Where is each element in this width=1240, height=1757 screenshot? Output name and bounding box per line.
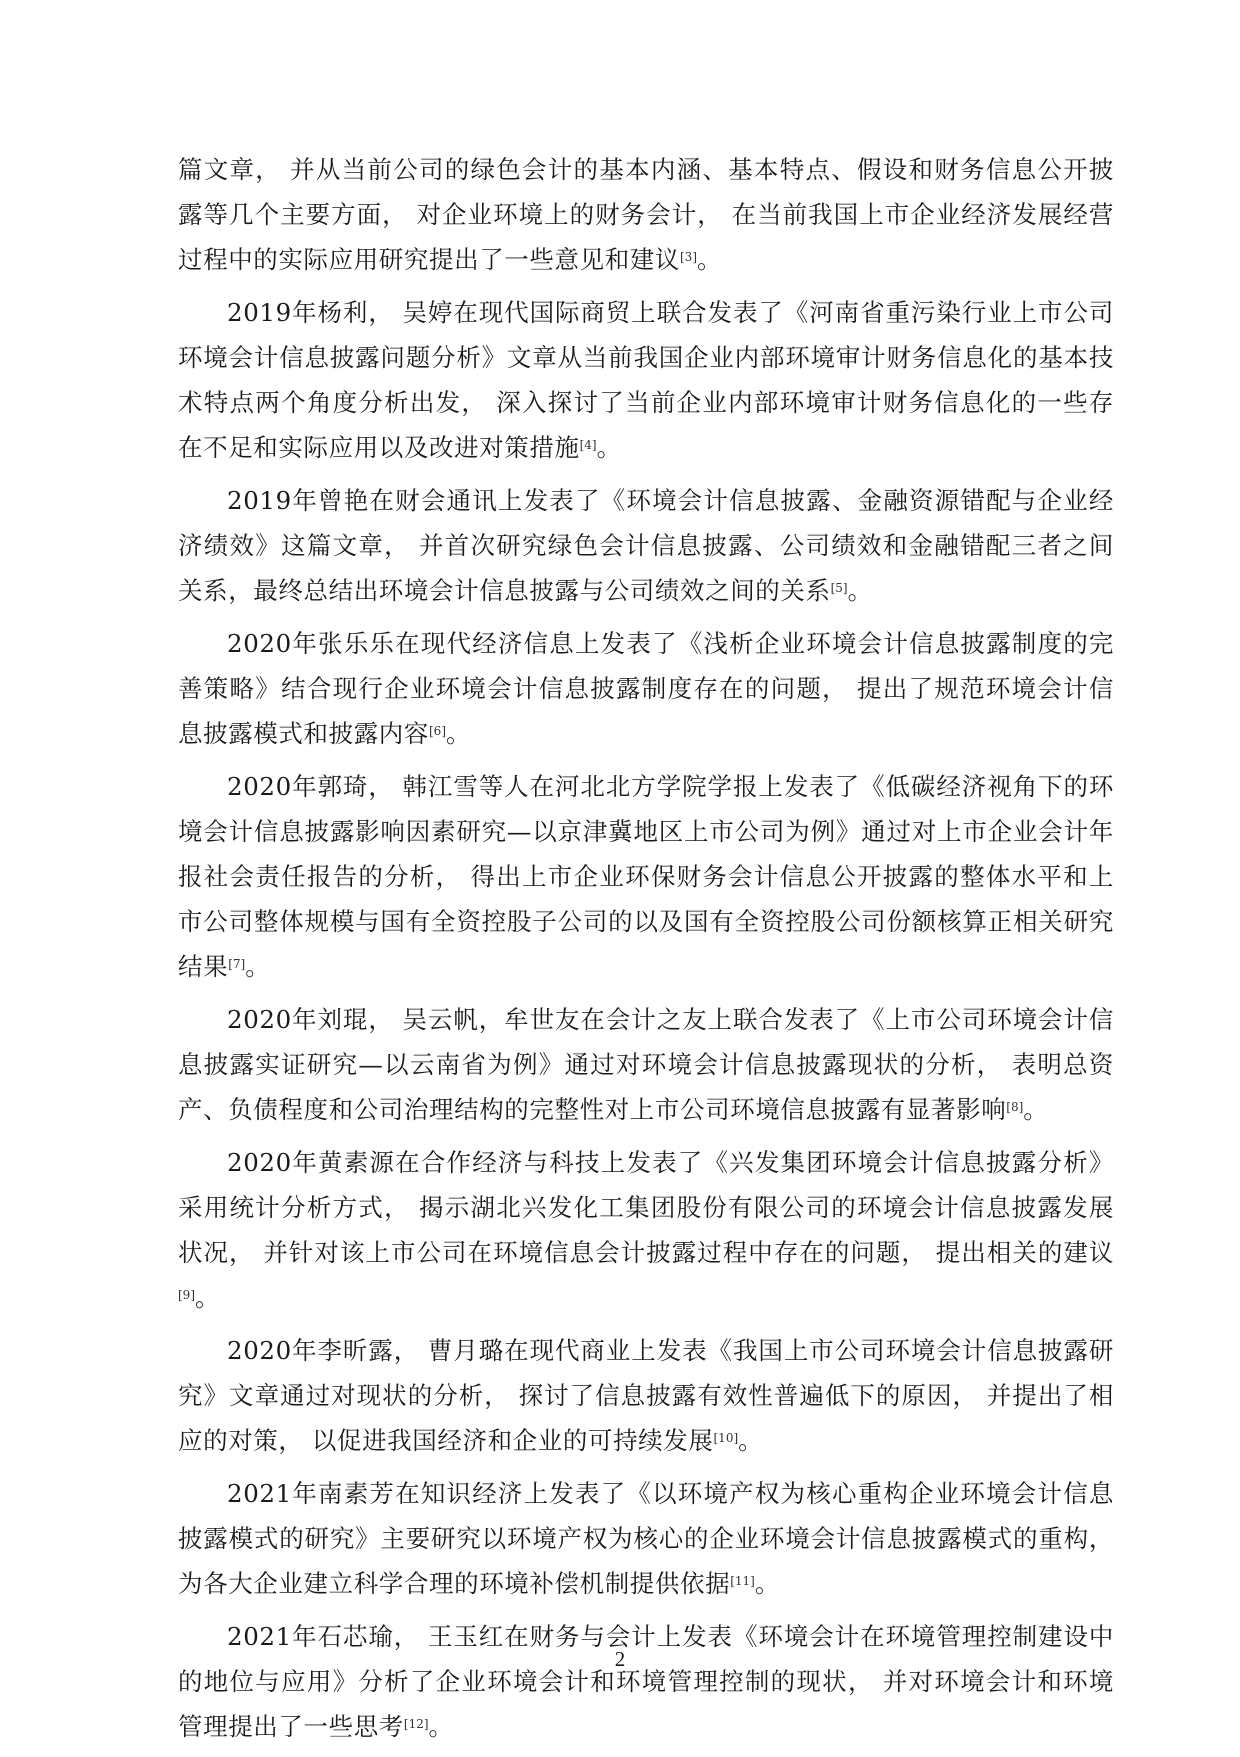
paragraph-text: 2019年杨利， 吴婷在现代国际商贸上联合发表了《河南省重污染行业上市公司环境会计信息披露问题分析》文章从当前我国企业内部环境审计财务信息化的基本技术特点两个角度分析出发， 深入探讨了当前企业内部环境审计财务信息化的一些存在不足和实际应用以及改进对策措施 bbox=[178, 298, 1114, 462]
citation-mark: [9] bbox=[178, 1288, 195, 1302]
page-number: 2 bbox=[614, 1647, 626, 1671]
citation-mark: [8] bbox=[1006, 1100, 1024, 1114]
paragraph-text: 2020年张乐乐在现代经济信息上发表了《浅析企业环境会计信息披露制度的完善策略》结合现行企业环境会计信息披露制度存在的问题， 提出了规范环境会计信息披露模式和披露内容 bbox=[178, 629, 1114, 748]
paragraph bbox=[178, 1328, 1114, 1463]
paragraph bbox=[178, 1140, 1114, 1320]
paragraph bbox=[178, 478, 1114, 613]
paragraph-continuation bbox=[178, 147, 1114, 282]
paragraph-end: 。 bbox=[754, 1569, 780, 1598]
paragraph-end: 。 bbox=[428, 1712, 454, 1741]
citation-mark: [6] bbox=[429, 724, 446, 738]
paragraph bbox=[178, 1471, 1114, 1606]
citation-mark: [10] bbox=[713, 1431, 739, 1445]
paragraph bbox=[178, 1614, 1114, 1749]
citation-mark: [4] bbox=[579, 438, 597, 452]
paragraph-text: 2020年刘琨， 吴云帆，牟世友在会计之友上联合发表了《上市公司环境会计信息披露实证研究—以云南省为例》通过对环境会计信息披露现状的分析， 表明总资产、负债程度和公司治理结构的完整性对上市公司环境信息披露有显著影响 bbox=[178, 1005, 1114, 1124]
paragraph bbox=[178, 290, 1114, 470]
citation-mark: [11] bbox=[730, 1574, 755, 1588]
paragraph-text: 2020年李昕露， 曹月璐在现代商业上发表《我国上市公司环境会计信息披露研究》文章通过对现状的分析， 探讨了信息披露有效性普遍低下的原因， 并提出了相应的对策， 以促进我国经济和企业的可持续发展 bbox=[178, 1336, 1114, 1455]
paragraph-end: 。 bbox=[596, 433, 622, 462]
paragraph-text: 篇文章， 并从当前公司的绿色会计的基本内涵、基本特点、假设和财务信息公开披露等几个主要方面， 对企业环境上的财务会计， 在当前我国上市企业经济发展经营过程中的实际应用研究提出了一些意见和建议 bbox=[178, 155, 1114, 274]
citation-mark: [3] bbox=[680, 250, 697, 264]
paragraph bbox=[178, 621, 1114, 756]
paragraph-end: 。 bbox=[738, 1426, 764, 1455]
paragraph-text: 2020年黄素源在合作经济与科技上发表了《兴发集团环境会计信息披露分析》采用统计分析方式， 揭示湖北兴发化工集团股份有限公司的环境会计信息披露发展状况， 并针对该上市公司在环境信息会计披露过程中存在的问题， 提出相关的建议 bbox=[178, 1148, 1114, 1267]
body-text bbox=[178, 147, 1114, 1757]
paragraph-end: 。 bbox=[697, 245, 723, 274]
paragraph bbox=[178, 764, 1114, 989]
paragraph-end: 。 bbox=[245, 952, 271, 981]
paragraph bbox=[178, 997, 1114, 1132]
paragraph-end: 。 bbox=[847, 576, 873, 605]
citation-mark: [5] bbox=[830, 581, 848, 595]
paragraph-text: 2020年郭琦， 韩江雪等人在河北北方学院学报上发表了《低碳经济视角下的环境会计信息披露影响因素研究—以京津冀地区上市公司为例》通过对上市企业会计年报社会责任报告的分析， 得出上市企业环保财务会计信息公开披露的整体水平和上市公司整体规模与国有全资控股子公司的以及国有全资控股公司份额核算正相关研究结果 bbox=[178, 772, 1114, 981]
paragraph-text: 2021年南素芳在知识经济上发表了《以环境产权为核心重构企业环境会计信息披露模式的研究》主要研究以环境产权为核心的企业环境会计信息披露模式的重构， 为各大企业建立科学合理的环境补偿机制提供依据 bbox=[178, 1479, 1114, 1598]
paragraph-end: 。 bbox=[195, 1283, 221, 1312]
paragraph-end: 。 bbox=[446, 719, 472, 748]
citation-mark: [7] bbox=[228, 957, 246, 971]
paragraph-end: 。 bbox=[1023, 1095, 1049, 1124]
paragraph-text: 2021年石芯瑜， 王玉红在财务与会计上发表《环境会计在环境管理控制建设中的地位与应用》分析了企业环境会计和环境管理控制的现状， 并对环境会计和环境管理提出了一些思考 bbox=[178, 1622, 1114, 1741]
paragraph-text: 2019年曾艳在财会通讯上发表了《环境会计信息披露、金融资源错配与企业经济绩效》这篇文章， 并首次研究绿色会计信息披露、公司绩效和金融错配三者之间关系，最终总结出环境会计信息披露与公司绩效之间的关系 bbox=[178, 486, 1114, 605]
citation-mark: [12] bbox=[403, 1717, 429, 1731]
